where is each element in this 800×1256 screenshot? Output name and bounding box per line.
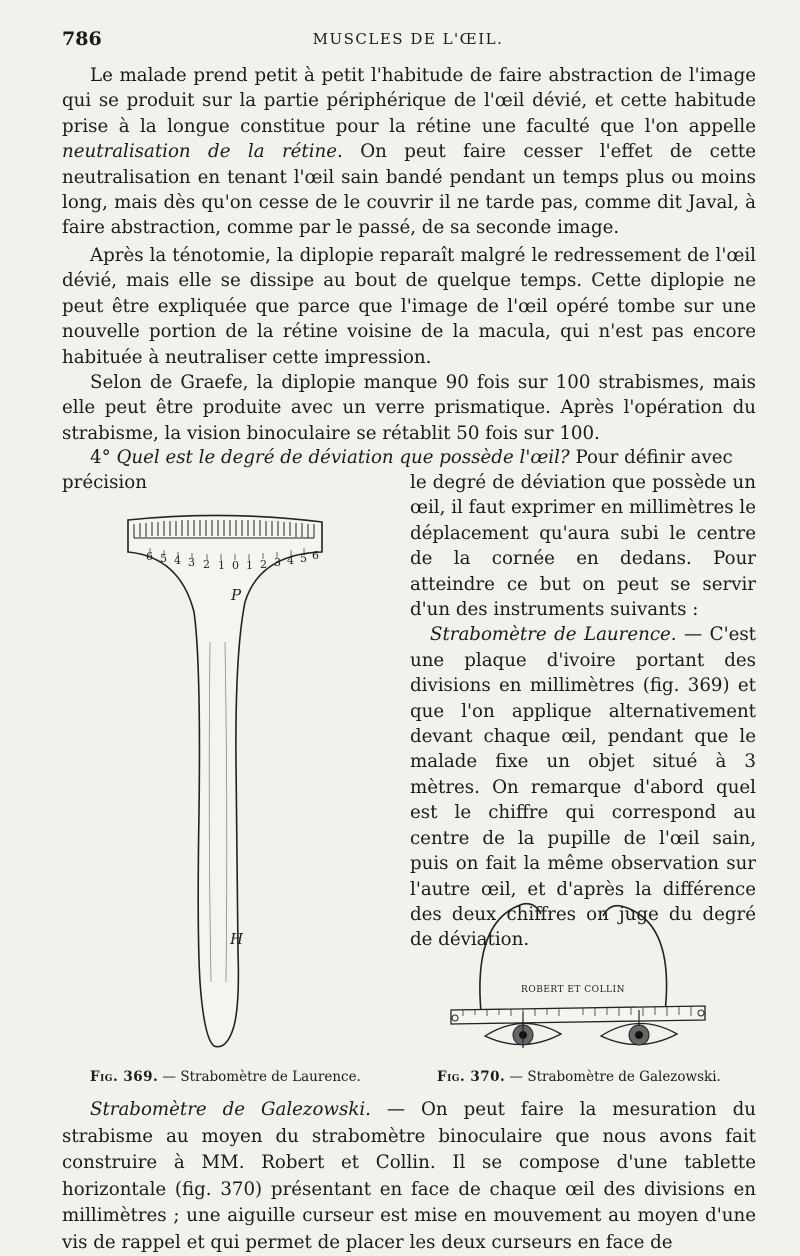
galezowski-strabometer-drawing (443, 900, 713, 1060)
paragraph-tenotomie-text: Après la ténotomie, la diplopie reparaît malgré le redressement de l'œil dévié, mais elle se dissipe au bout de quelque temps. Cette diplopie ne peut être expliquée que parce que l'image de l'œil opéré tombe sur une nouvelle portion de la rétine voisine de la macula, qui n'est pas encore habituée à neutraliser cette impression. (62, 245, 756, 368)
figure-369-caption (90, 1069, 361, 1085)
scale-digit: 5 (160, 552, 167, 565)
handle-letter-p: P (231, 586, 242, 604)
term-neutralisation: neutralisation de la rétine (62, 141, 338, 163)
figure-369-label: Fig. 369. (90, 1069, 159, 1085)
maker-label: ROBERT ET COLLIN (521, 985, 625, 995)
scale-digit: 0 (232, 559, 239, 572)
scale-digit: 4 (287, 554, 294, 567)
scale-digit: 2 (203, 558, 210, 571)
column-intro: le degré de déviation que possède un œil, il faut exprimer en millimètres le déplacement qu'aura subi le centre de la cornée en dedans. Pour atteindre ce but on peut se servir d'un des instruments suivants : (410, 472, 756, 621)
scale-digit: 1 (246, 559, 253, 572)
figure-370-label: Fig. 370. (437, 1069, 506, 1085)
galezowski-description: — On peut faire la mesuration du strabisme au moyen du strabomètre binoculaire que nous avons fait construire à MM. Robert et Collin. Il se compose d'une tablette horizontale (fig. 370) présentant en face de chaque œil des divisions en millimètres ; une aiguille curseur est mise en mouvement au moyen d'une vis de rappel et qui permet de placer les deux curseurs en face de (62, 1099, 756, 1253)
paragraph-galezowski (62, 1097, 756, 1256)
paragraph-neutralisation (62, 63, 756, 241)
term-laurence: Strabomètre de Laurence. (430, 624, 677, 646)
running-header (62, 28, 754, 52)
section-number: 4° (90, 447, 111, 468)
scale-digit: 1 (218, 559, 225, 572)
running-title: MUSCLES DE L'ŒIL. (312, 30, 504, 48)
section-question-lead: Pour définir avec précision (62, 447, 733, 494)
figure-370-caption (437, 1069, 721, 1085)
paragraph-graefe (62, 370, 756, 446)
paragraph-neutralisation-a: Le malade prend petit à petit l'habitude de faire abstraction de l'image qui se produit sur la partie périphérique de l'œil dévié, et cette habitude prise à la longue constitue pour la rétine une faculté que l'on appelle (62, 65, 756, 137)
paragraph-tenotomie (62, 243, 756, 370)
scale-digit: 6 (312, 549, 319, 562)
figure-370-title: — Strabomètre de Galezowski. (505, 1069, 721, 1085)
figure-370 (443, 900, 713, 1060)
figure-369-title: — Strabomètre de Laurence. (158, 1069, 361, 1085)
laurence-strabometer-drawing (110, 512, 340, 1060)
paragraph-neutralisation-b: . On peut faire cesser l'effet de cette neutralisation en tenant l'œil sain bandé pendant un temps plus ou moins long, mais dès qu'on cesse de le couvrir il ne tarde pas, comme dit Javal, à faire abstraction, comme par le passé, de sa seconde image. (62, 141, 756, 239)
scale-digit: 3 (188, 556, 195, 569)
right-column-text (410, 470, 756, 953)
scale-digit: 3 (274, 556, 281, 569)
scale-digit: 4 (174, 554, 181, 567)
scale-digit: 5 (300, 552, 307, 565)
scale-digit: 6 (146, 550, 153, 563)
scale-digit: 2 (260, 558, 267, 571)
section-question-title: Quel est le degré de déviation que possède l'œil? (116, 447, 570, 468)
handle-letter-h: H (230, 930, 244, 948)
page-number: 786 (62, 28, 102, 50)
term-galezowski: Strabomètre de Galezowski. (90, 1099, 371, 1120)
laurence-description: — C'est une plaque d'ivoire portant des divisions en millimètres (fig. 369) et que l'on applique alternativement devant chaque œil, pendant que le malade fixe un objet situé à 3 mètres. On remarque d'abord quel est le chiffre qui correspond au centre de la pupille de l'œil sain, puis on fait la même observation sur l'autre œil, et d'après la différence des deux chiffres on juge du degré de déviation. (410, 624, 756, 951)
figure-369 (110, 512, 340, 1060)
paragraph-graefe-text: Selon de Graefe, la diplopie manque 90 fois sur 100 strabismes, mais elle peut être produite avec un verre prismatique. Après l'opération du strabisme, la vision binoculaire se rétablit 50 fois sur 100. (62, 372, 756, 444)
